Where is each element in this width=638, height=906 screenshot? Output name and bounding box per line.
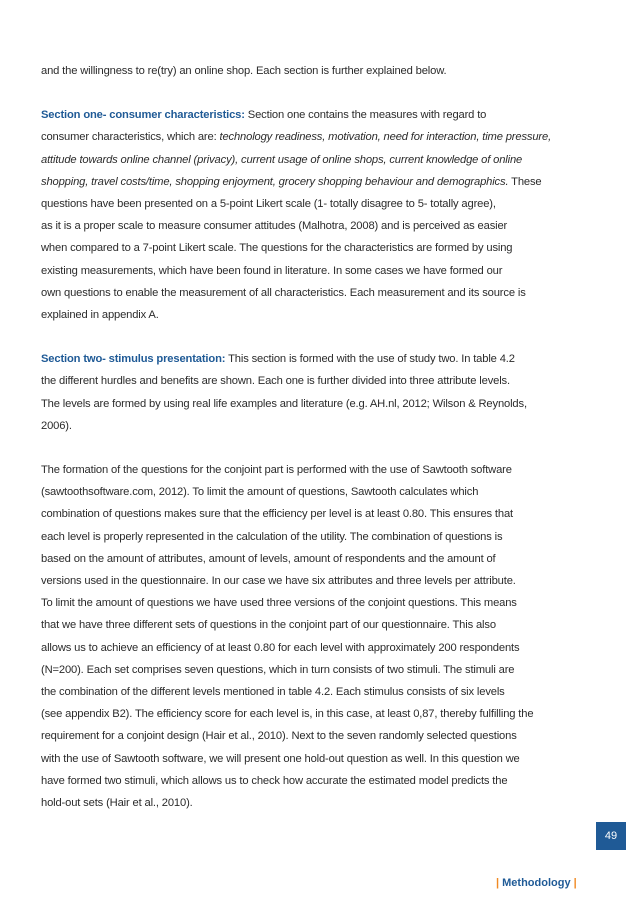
text-line bbox=[41, 614, 593, 636]
text-line bbox=[41, 215, 593, 237]
footer-section-title: Methodology bbox=[502, 877, 571, 889]
text-line bbox=[41, 126, 593, 148]
text-line bbox=[41, 570, 593, 592]
text-line bbox=[41, 393, 593, 415]
body-text: that we have three different sets of questions in the conjoint part of our questionnaire. This also bbox=[41, 619, 496, 632]
footer-separator-left: | bbox=[496, 877, 500, 889]
text-line bbox=[41, 282, 593, 304]
body-text: and the willingness to re(try) an online shop. Each section is further explained below. bbox=[41, 65, 447, 77]
body-text: (N=200). Each set comprises seven questions, which in turn consists of two stimuli. The stimuli are bbox=[41, 663, 515, 676]
text-line bbox=[41, 725, 593, 747]
body-text: 2006). bbox=[41, 419, 72, 432]
body-text: To limit the amount of questions we have used three versions of the conjoint questions. This means bbox=[41, 597, 517, 610]
text-line bbox=[41, 681, 593, 703]
paragraph bbox=[41, 104, 593, 326]
section-heading: Section one- consumer characteristics: bbox=[41, 109, 245, 122]
body-text: Section one contains the measures with regard to bbox=[244, 109, 487, 122]
text-line bbox=[41, 503, 593, 525]
text-line bbox=[41, 304, 593, 326]
text-line bbox=[41, 548, 593, 570]
document-body bbox=[41, 60, 593, 836]
section-heading: Section two- stimulus presentation: bbox=[41, 353, 226, 366]
text-line bbox=[41, 348, 593, 370]
paragraph bbox=[41, 459, 593, 814]
body-text: the different hurdles and benefits are shown. Each one is further divided into three attribute levels. bbox=[41, 375, 510, 388]
body-text: each level is properly represented in the calculation of the utility. The combination of questions is bbox=[41, 530, 503, 543]
body-text: the combination of the different levels mentioned in table 4.2. Each stimulus consists of six levels bbox=[41, 686, 505, 699]
text-line bbox=[41, 459, 593, 481]
body-text: These bbox=[508, 175, 542, 188]
italic-text: technology readiness, motivation, need for interaction, time pressure, bbox=[219, 131, 552, 144]
text-line bbox=[41, 637, 593, 659]
body-text: versions used in the questionnaire. In our case we have six attributes and three levels per attribute. bbox=[41, 575, 516, 588]
body-text: existing measurements, which have been found in literature. In some cases we have formed our bbox=[41, 264, 503, 277]
footer-section-label bbox=[496, 877, 577, 889]
body-text: own questions to enable the measurement of all characteristics. Each measurement and its source is bbox=[41, 286, 526, 299]
body-text: hold-out sets (Hair et al., 2010). bbox=[41, 797, 193, 810]
footer-separator-right: | bbox=[573, 877, 577, 889]
text-line bbox=[41, 792, 593, 814]
text-line bbox=[41, 60, 593, 82]
body-text: (see appendix B2). The efficiency score for each level is, in this case, at least 0,87, thereby fulfilling the bbox=[41, 708, 534, 721]
body-text: have formed two stimuli, which allows us to check how accurate the estimated model predicts the bbox=[41, 774, 508, 787]
text-line bbox=[41, 481, 593, 503]
body-text: This section is formed with the use of study two. In table 4.2 bbox=[225, 353, 515, 366]
text-line bbox=[41, 703, 593, 725]
body-text: explained in appendix A. bbox=[41, 309, 159, 322]
body-text: with the use of Sawtooth software, we will present one hold-out question as well. In this question we bbox=[41, 752, 520, 765]
body-text: (sawtoothsoftware.com, 2012). To limit the amount of questions, Sawtooth calculates which bbox=[41, 486, 479, 499]
text-line bbox=[41, 415, 593, 437]
body-text: The levels are formed by using real life examples and literature (e.g. AH.nl, 2012; Wilson & Reynolds, bbox=[41, 397, 527, 410]
text-line bbox=[41, 104, 593, 126]
body-text: as it is a proper scale to measure consumer attitudes (Malhotra, 2008) and is perceived as easier bbox=[41, 220, 508, 233]
body-text: based on the amount of attributes, amount of levels, amount of respondents and the amount of bbox=[41, 552, 496, 565]
body-text: questions have been presented on a 5-point Likert scale (1- totally disagree to 5- totally agree), bbox=[41, 198, 496, 211]
text-line bbox=[41, 260, 593, 282]
text-line bbox=[41, 193, 593, 215]
body-text: consumer characteristics, which are: bbox=[41, 131, 220, 144]
body-text: allows us to achieve an efficiency of at least 0.80 for each level with approximately 200 respondents bbox=[41, 641, 520, 654]
body-text: requirement for a conjoint design (Hair et al., 2010). Next to the seven randomly selected questions bbox=[41, 730, 517, 743]
page-number: 49 bbox=[596, 822, 626, 850]
text-line bbox=[41, 659, 593, 681]
body-text: when compared to a 7-point Likert scale. The questions for the characteristics are formed by using bbox=[41, 242, 513, 255]
text-line bbox=[41, 171, 593, 193]
text-line bbox=[41, 237, 593, 259]
body-text: The formation of the questions for the conjoint part is performed with the use of Sawtooth software bbox=[41, 464, 512, 477]
italic-text: shopping, travel costs/time, shopping enjoyment, grocery shopping behaviour and demographics. bbox=[41, 175, 509, 188]
text-line bbox=[41, 370, 593, 392]
body-text: combination of questions makes sure that the efficiency per level is at least 0.80. This ensures that bbox=[41, 508, 513, 521]
text-line bbox=[41, 592, 593, 614]
paragraph bbox=[41, 348, 593, 437]
text-line bbox=[41, 748, 593, 770]
paragraph bbox=[41, 60, 593, 82]
text-line bbox=[41, 526, 593, 548]
text-line bbox=[41, 149, 593, 171]
text-line bbox=[41, 770, 593, 792]
italic-text: attitude towards online channel (privacy), current usage of online shops, current knowledge of online bbox=[41, 153, 523, 166]
